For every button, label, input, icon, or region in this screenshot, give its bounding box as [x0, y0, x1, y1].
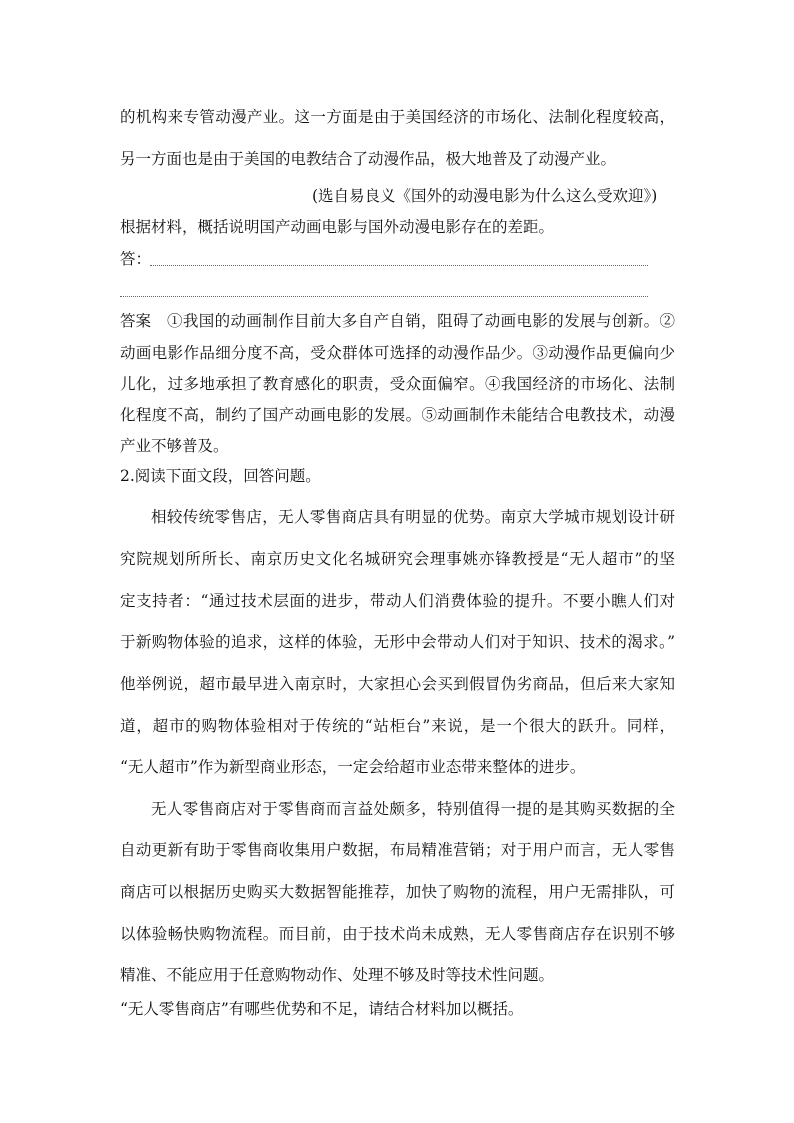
paragraph-line: 于新购物体验的追求，这样的体验，无形中会带动人们对于知识、技术的渴求。”	[120, 633, 675, 651]
question-prompt: 根据材料，概括说明国产动画电影与国外动漫电影存在的差距。	[120, 218, 555, 236]
answer-line: 儿化，过多地承担了教育感化的职责，受众面偏窄。④我国经济的市场化、法制	[120, 375, 675, 393]
answer-label: 答：	[120, 250, 152, 268]
answer-line: ①我国的动画制作目前大多自产自销，阻碍了动画电影的发展与创新。②	[167, 312, 675, 330]
answer-line: 动画电影作品细分度不高，受众群体可选择的动漫作品少。③动漫作品更偏向少	[120, 344, 675, 362]
paragraph-line: “无人超市”作为新型商业形态，一定会给超市业态带来整体的进步。	[120, 758, 586, 776]
passage-line: 的机构来专管动漫产业。这一方面是由于美国经济的市场化、法制化程度较高，	[120, 108, 675, 126]
paragraph-line: 相较传统零售店，无人零售商店具有明显的优势。南京大学城市规划设计研	[151, 508, 675, 526]
paragraph-line: 以体验畅快购物流程。而目前，由于技术尚未成熟，无人零售商店存在识别不够	[120, 925, 675, 943]
paragraph-line: 无人零售商店对于零售商而言益处颇多，特别值得一提的是其购买数据的全	[151, 800, 675, 818]
paragraph-line: 精准、不能应用于任意购物动作、处理不够及时等技术性问题。	[120, 966, 555, 984]
question-heading: 2.阅读下面文段，回答问题。	[120, 467, 321, 485]
paragraph-line: 究院规划所所长、南京历史文化名城研究会理事姚亦锋教授是“无人超市”的坚	[120, 550, 675, 568]
paragraph-line: 道，超市的购物体验相对于传统的“站柜台”来说，是一个很大的跃升。同样，	[120, 717, 675, 735]
answer-line: 化程度不高，制约了国产动画电影的发展。⑤动画制作未能结合电教技术，动漫	[120, 406, 675, 424]
paragraph-line: 他举例说，超市最早进入南京时，大家担心会买到假冒伪劣商品，但后来大家知	[120, 675, 675, 693]
answer-blank-line	[150, 265, 648, 266]
paragraph-line: 自动更新有助于零售商收集用户数据，布局精准营销；对于用户而言，无人零售	[120, 841, 675, 859]
answer-key-label: 答案	[120, 312, 152, 330]
paragraph-line: 定支持者：“通过技术层面的进步，带动人们消费体验的提升。不要小瞧人们对	[120, 592, 675, 610]
answer-blank-line	[120, 296, 648, 297]
answer-line: 产业不够普及。	[120, 437, 229, 455]
source-citation: (选自易良义《国外的动漫电影为什么这么受欢迎》)	[312, 187, 658, 205]
question-prompt: “无人零售商店”有哪些优势和不足，请结合材料加以概括。	[120, 1000, 524, 1018]
paragraph-line: 商店可以根据历史购买大数据智能推荐，加快了购物的流程，用户无需排队，可	[120, 883, 675, 901]
passage-line: 另一方面也是由于美国的电教结合了动漫作品，极大地普及了动漫产业。	[120, 150, 617, 168]
